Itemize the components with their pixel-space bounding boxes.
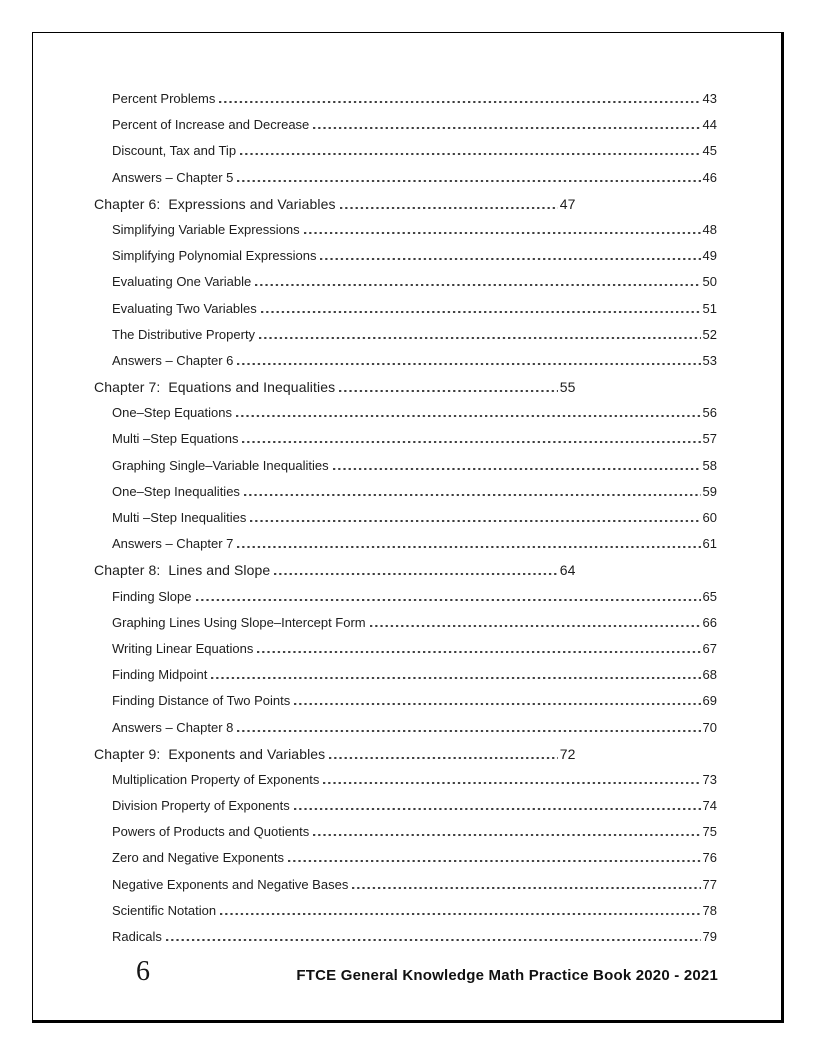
toc-entry-label: Multi –Step Equations [112, 431, 239, 447]
toc-entry-label: Powers of Products and Quotients [112, 824, 310, 840]
toc-entry-page: 55 [559, 379, 576, 396]
toc-entry-page: 45 [702, 143, 717, 159]
dot-leader [323, 782, 700, 784]
toc-entry-row [94, 243, 717, 269]
toc-entry-row [94, 453, 717, 479]
toc-entry-row [94, 584, 717, 610]
toc-entry-row [94, 296, 717, 322]
toc-entry-page: 76 [702, 850, 717, 866]
toc-entry-label: Simplifying Variable Expressions [112, 221, 300, 237]
toc-entry-row [94, 767, 717, 793]
toc-entry-label: Simplifying Polynomial Expressions [112, 248, 317, 264]
toc-entry-page: 65 [702, 588, 717, 604]
toc-entry-page: 64 [559, 562, 576, 579]
toc-entry-label: One–Step Equations [112, 405, 232, 421]
dot-leader [333, 468, 701, 470]
toc-entry-label: Negative Exponents and Negative Bases [112, 876, 349, 892]
toc-entry-label: Answers – Chapter 6 [112, 352, 234, 368]
toc-entry-page: 58 [702, 457, 717, 473]
dot-leader [211, 677, 700, 679]
toc-entry-page: 77 [702, 876, 717, 892]
toc-entry-page: 49 [702, 248, 717, 264]
dot-leader [196, 599, 701, 601]
dot-leader [255, 284, 700, 286]
toc-entry-row [94, 845, 717, 871]
toc-entry-row [94, 165, 717, 191]
toc-entry-row [94, 898, 717, 924]
toc-entry-row [94, 479, 717, 505]
footer-book-title: FTCE General Knowledge Math Practice Book 2020 - 2021 [296, 967, 718, 984]
dot-leader [329, 757, 558, 759]
toc-entry-page: 47 [559, 195, 576, 212]
toc-entry-label: Chapter 8: Lines and Slope [94, 562, 271, 579]
toc-entry-row [94, 557, 576, 583]
dot-leader [261, 311, 701, 313]
dot-leader [339, 390, 558, 392]
toc-entry-row [94, 872, 717, 898]
toc-entry-row [94, 86, 717, 112]
toc-entry-page: 69 [702, 693, 717, 709]
toc-entry-label: Chapter 7: Equations and Inequalities [94, 379, 336, 396]
dot-leader [250, 520, 700, 522]
toc-entry-label: Radicals [112, 929, 162, 944]
toc-entry-label: The Distributive Property [112, 326, 256, 342]
dot-leader [320, 258, 700, 260]
dot-leader [288, 860, 701, 862]
dot-leader [274, 573, 558, 575]
toc-entry-label: Writing Linear Equations [112, 640, 254, 656]
dot-leader [244, 494, 701, 496]
toc-entry-label: Percent of Increase and Decrease [112, 117, 310, 133]
toc-entry-label: Scientific Notation [112, 902, 217, 918]
toc-entry-page: 67 [702, 640, 717, 656]
toc-entry-page: 75 [702, 824, 717, 840]
toc-entry-row [94, 426, 717, 452]
toc-entry-label: Finding Midpoint [112, 667, 208, 683]
dot-leader [237, 180, 700, 182]
toc-entry-row [94, 348, 717, 374]
dot-leader [294, 703, 700, 705]
toc-list [94, 86, 717, 950]
toc-entry-page: 53 [702, 352, 717, 368]
toc-entry-label: Answers – Chapter 8 [112, 719, 234, 735]
toc-entry-page: 56 [702, 405, 717, 421]
toc-entry-label: Graphing Single–Variable Inequalities [112, 457, 329, 473]
toc-entry-row [94, 715, 717, 741]
toc-entry-row [94, 741, 576, 767]
footer-page-number: 6 [136, 956, 150, 987]
toc-entry-page: 60 [702, 510, 717, 525]
toc-entry-row [94, 374, 576, 400]
toc-entry-row [94, 505, 717, 531]
toc-entry-label: Chapter 9: Exponents and Variables [94, 745, 326, 762]
dot-leader [237, 730, 700, 732]
page-footer [94, 956, 718, 988]
toc-entry-label: One–Step Inequalities [112, 483, 240, 499]
toc-entry-label: Multi –Step Inequalities [112, 510, 247, 525]
toc-entry-row [94, 662, 717, 688]
toc-entry-page: 74 [702, 798, 717, 814]
dot-leader [242, 441, 700, 443]
dot-leader [340, 207, 558, 209]
dot-leader [313, 127, 700, 129]
toc-entry-page: 48 [702, 221, 717, 237]
toc-entry-page: 61 [702, 536, 717, 552]
toc-entry-row [94, 269, 717, 295]
toc-entry-label: Evaluating One Variable [112, 274, 252, 290]
toc-entry-label: Percent Problems [112, 91, 216, 106]
toc-entry-row [94, 112, 717, 138]
dot-leader [240, 153, 700, 155]
dot-leader [166, 939, 701, 941]
toc-entry-page: 78 [702, 902, 717, 918]
toc-entry-page: 52 [702, 326, 717, 342]
toc-entry-label: Finding Distance of Two Points [112, 693, 291, 709]
toc-entry-label: Zero and Negative Exponents [112, 850, 284, 866]
toc-entry-label: Answers – Chapter 7 [112, 536, 234, 552]
dot-leader [237, 546, 700, 548]
dot-leader [294, 808, 701, 810]
toc-entry-page: 79 [702, 929, 717, 944]
dot-leader [313, 834, 700, 836]
dot-leader [237, 363, 700, 365]
toc-entry-row [94, 191, 576, 217]
toc-entry-page: 43 [702, 91, 717, 106]
toc-entry-page: 66 [702, 614, 717, 630]
toc-entry-page: 68 [702, 667, 717, 683]
toc-entry-label: Chapter 6: Expressions and Variables [94, 195, 336, 212]
toc-entry-page: 44 [702, 117, 717, 133]
dot-leader [352, 887, 700, 889]
dot-leader [220, 913, 700, 915]
toc-entry-row [94, 217, 717, 243]
toc-entry-page: 46 [702, 169, 717, 185]
dot-leader [304, 232, 701, 234]
toc-entry-page: 70 [702, 719, 717, 735]
toc-entry-page: 73 [702, 771, 717, 787]
dot-leader [259, 337, 700, 339]
toc-entry-row [94, 688, 717, 714]
toc-entry-row [94, 793, 717, 819]
toc-entry-label: Multiplication Property of Exponents [112, 771, 320, 787]
dot-leader [257, 651, 700, 653]
toc-entry-row [94, 400, 717, 426]
toc-entry-row [94, 610, 717, 636]
dot-leader [370, 625, 701, 627]
toc-entry-page: 57 [702, 431, 717, 447]
toc-entry-label: Graphing Lines Using Slope–Intercept Form [112, 614, 366, 630]
toc-entry-page: 59 [702, 483, 717, 499]
toc-entry-label: Answers – Chapter 5 [112, 169, 234, 185]
toc-entry-page: 51 [702, 300, 717, 316]
toc-entry-row [94, 138, 717, 164]
toc-entry-label: Evaluating Two Variables [112, 300, 257, 316]
dot-leader [219, 101, 700, 103]
toc-entry-label: Division Property of Exponents [112, 798, 290, 814]
toc-entry-row [94, 322, 717, 348]
dot-leader [236, 415, 701, 417]
toc-entry-label: Discount, Tax and Tip [112, 143, 237, 159]
toc-entry-label: Finding Slope [112, 588, 192, 604]
toc-entry-row [94, 636, 717, 662]
toc-entry-page: 72 [559, 745, 576, 762]
toc-entry-row [94, 819, 717, 845]
toc-entry-page: 50 [702, 274, 717, 290]
toc-entry-row [94, 924, 717, 950]
toc-entry-row [94, 531, 717, 557]
